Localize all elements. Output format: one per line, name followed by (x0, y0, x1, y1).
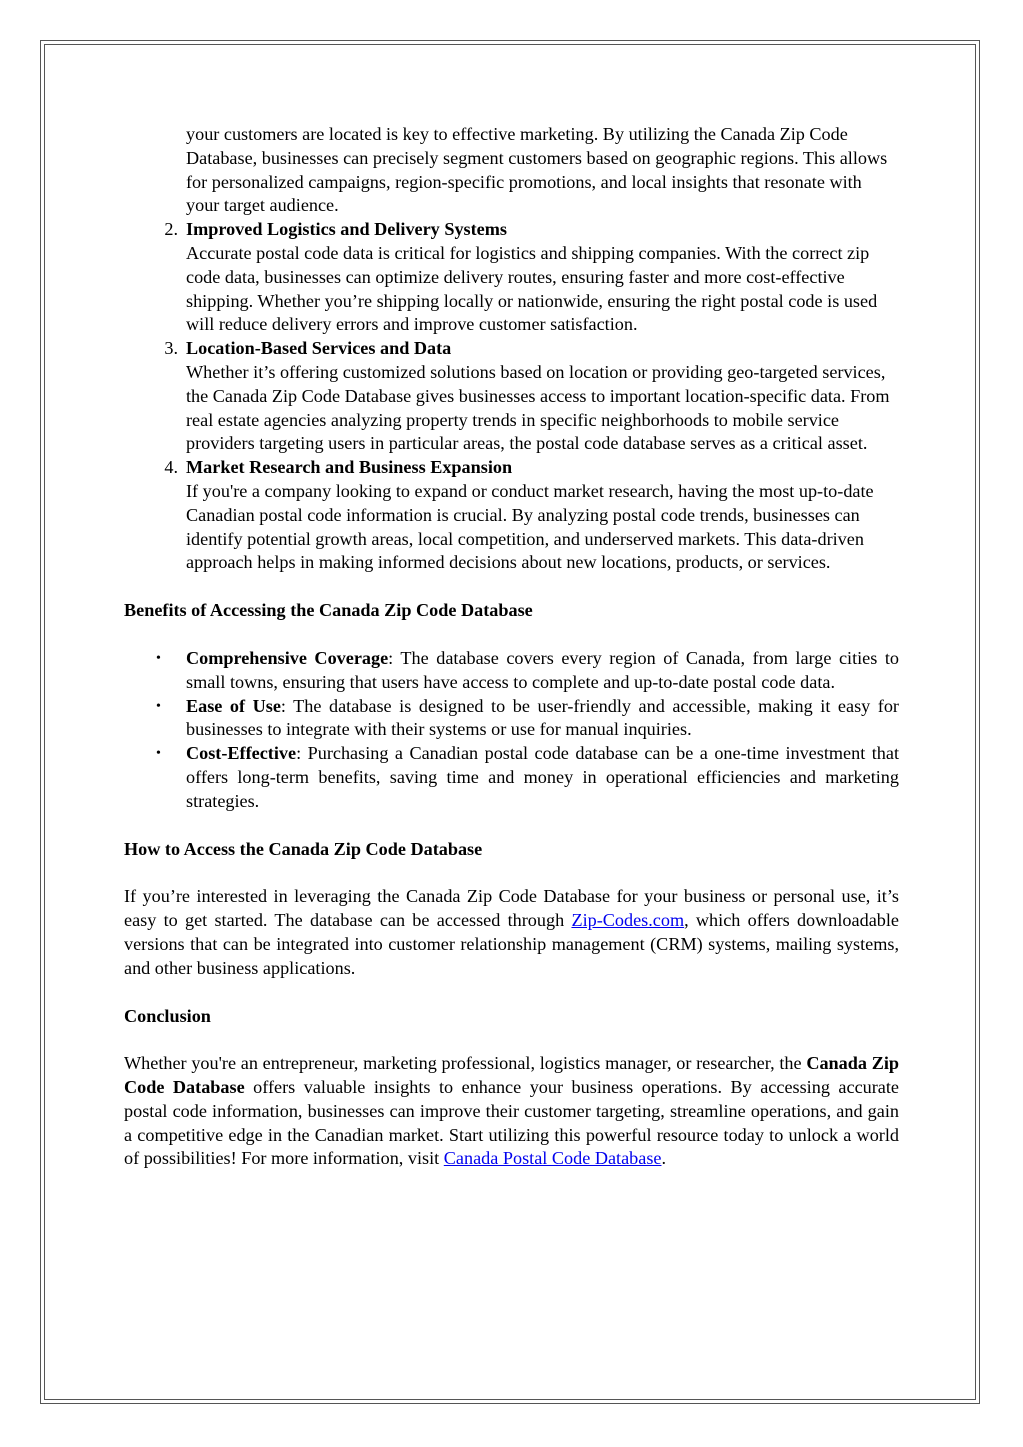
access-heading: How to Access the Canada Zip Code Database (124, 838, 483, 859)
bullet-icon: • (156, 698, 161, 714)
list-item (124, 337, 899, 456)
access-text-before-link: If you’re interested in leveraging the Canada Zip Code Database for your business or personal use, it’s easy to get started. The database can be accessed through (124, 886, 899, 931)
conclusion-heading: Conclusion (124, 1005, 211, 1026)
list-item-number: 2. (164, 219, 178, 240)
conclusion-paragraph (124, 1052, 899, 1171)
list-item-body: If you're a company looking to expand or conduct market research, having the most up-to-date Canadian postal code information is crucial. By analyzing postal code trends, businesses can identify potential growth areas, local competition, and underserved markets. This data-driven approach helps in making informed decisions about new locations, products, or services. (186, 480, 874, 573)
conclusion-text-end: . (661, 1148, 667, 1169)
list-item (124, 218, 899, 337)
list-item-number: 4. (164, 457, 178, 478)
bullet-item (124, 742, 899, 813)
bullet-term: Comprehensive Coverage (186, 647, 389, 668)
list-item-body: Whether it’s offering customized solutions based on location or providing geo-targeted services, the Canada Zip Code Database gives businesses access to important location-specific data. From real estate agencies analyzing property trends in specific neighborhoods to mobile service providers targeting users in particular areas, the postal code database serves as a critical asset. (186, 361, 890, 454)
bullet-icon: • (156, 650, 161, 666)
access-paragraph (124, 885, 899, 980)
list-item-title: Location-Based Services and Data (186, 338, 452, 359)
list-item-continuation (124, 123, 899, 218)
bullet-term: Ease of Use (186, 695, 281, 716)
document-body (124, 123, 899, 1171)
conclusion-text-before-bold: Whether you're an entrepreneur, marketing professional, logistics manager, or researcher, the (124, 1053, 807, 1074)
bullet-icon: • (156, 746, 161, 762)
list-item-body: Accurate postal code data is critical for logistics and shipping companies. With the correct zip code data, businesses can optimize delivery routes, ensuring faster and more cost-effective shipping. Whether you’re shipping locally or nationwide, ensuring the right postal code is used will reduce delivery errors and improve customer satisfaction. (186, 242, 878, 335)
bullet-term: Cost-Effective (186, 743, 297, 764)
conclusion-text-after-bold: offers valuable insights to enhance your business operations. By accessing accurate postal code information, businesses can improve their customer targeting, streamline operations, and gain a competitive edge in the Canadian market. Start utilizing this powerful resource today to unlock a world of possibilities! For more information, visit (124, 1077, 899, 1169)
list-item-title: Market Research and Business Expansion (186, 457, 513, 478)
list-item-body: your customers are located is key to effective marketing. By utilizing the Canada Zip Code Database, businesses can precisely segment customers based on geographic regions. This allows for personalized campaigns, region-specific promotions, and local insights that resonate with your target audience. (186, 124, 888, 216)
bullet-text: : The database is designed to be user-friendly and accessible, making it easy for businesses to integrate with their systems or use for manual inquiries. (186, 695, 899, 740)
bullet-item (124, 695, 899, 743)
list-item-number: 3. (164, 338, 178, 359)
list-item (124, 456, 899, 575)
list-item-title: Improved Logistics and Delivery Systems (186, 219, 507, 240)
bullet-text: : The database covers every region of Canada, from large cities to small towns, ensuring that users have access to complete and up-to-date postal code data. (186, 647, 899, 692)
zip-codes-link[interactable]: Zip-Codes.com (571, 910, 685, 931)
bullet-text: : Purchasing a Canadian postal code database can be a one-time investment that offers long-term benefits, saving time and money in operational efficiencies and marketing strategies. (186, 743, 899, 811)
access-text-after-link: , which offers downloadable versions that can be integrated into customer relationship management (CRM) systems, mailing systems, and other business applications. (124, 910, 899, 978)
conclusion-bold-text: Canada Zip Code Database (124, 1053, 899, 1098)
benefits-heading: Benefits of Accessing the Canada Zip Code Database (124, 600, 533, 621)
bullet-item (124, 647, 899, 695)
canada-postal-code-database-link[interactable]: Canada Postal Code Database (443, 1148, 662, 1169)
